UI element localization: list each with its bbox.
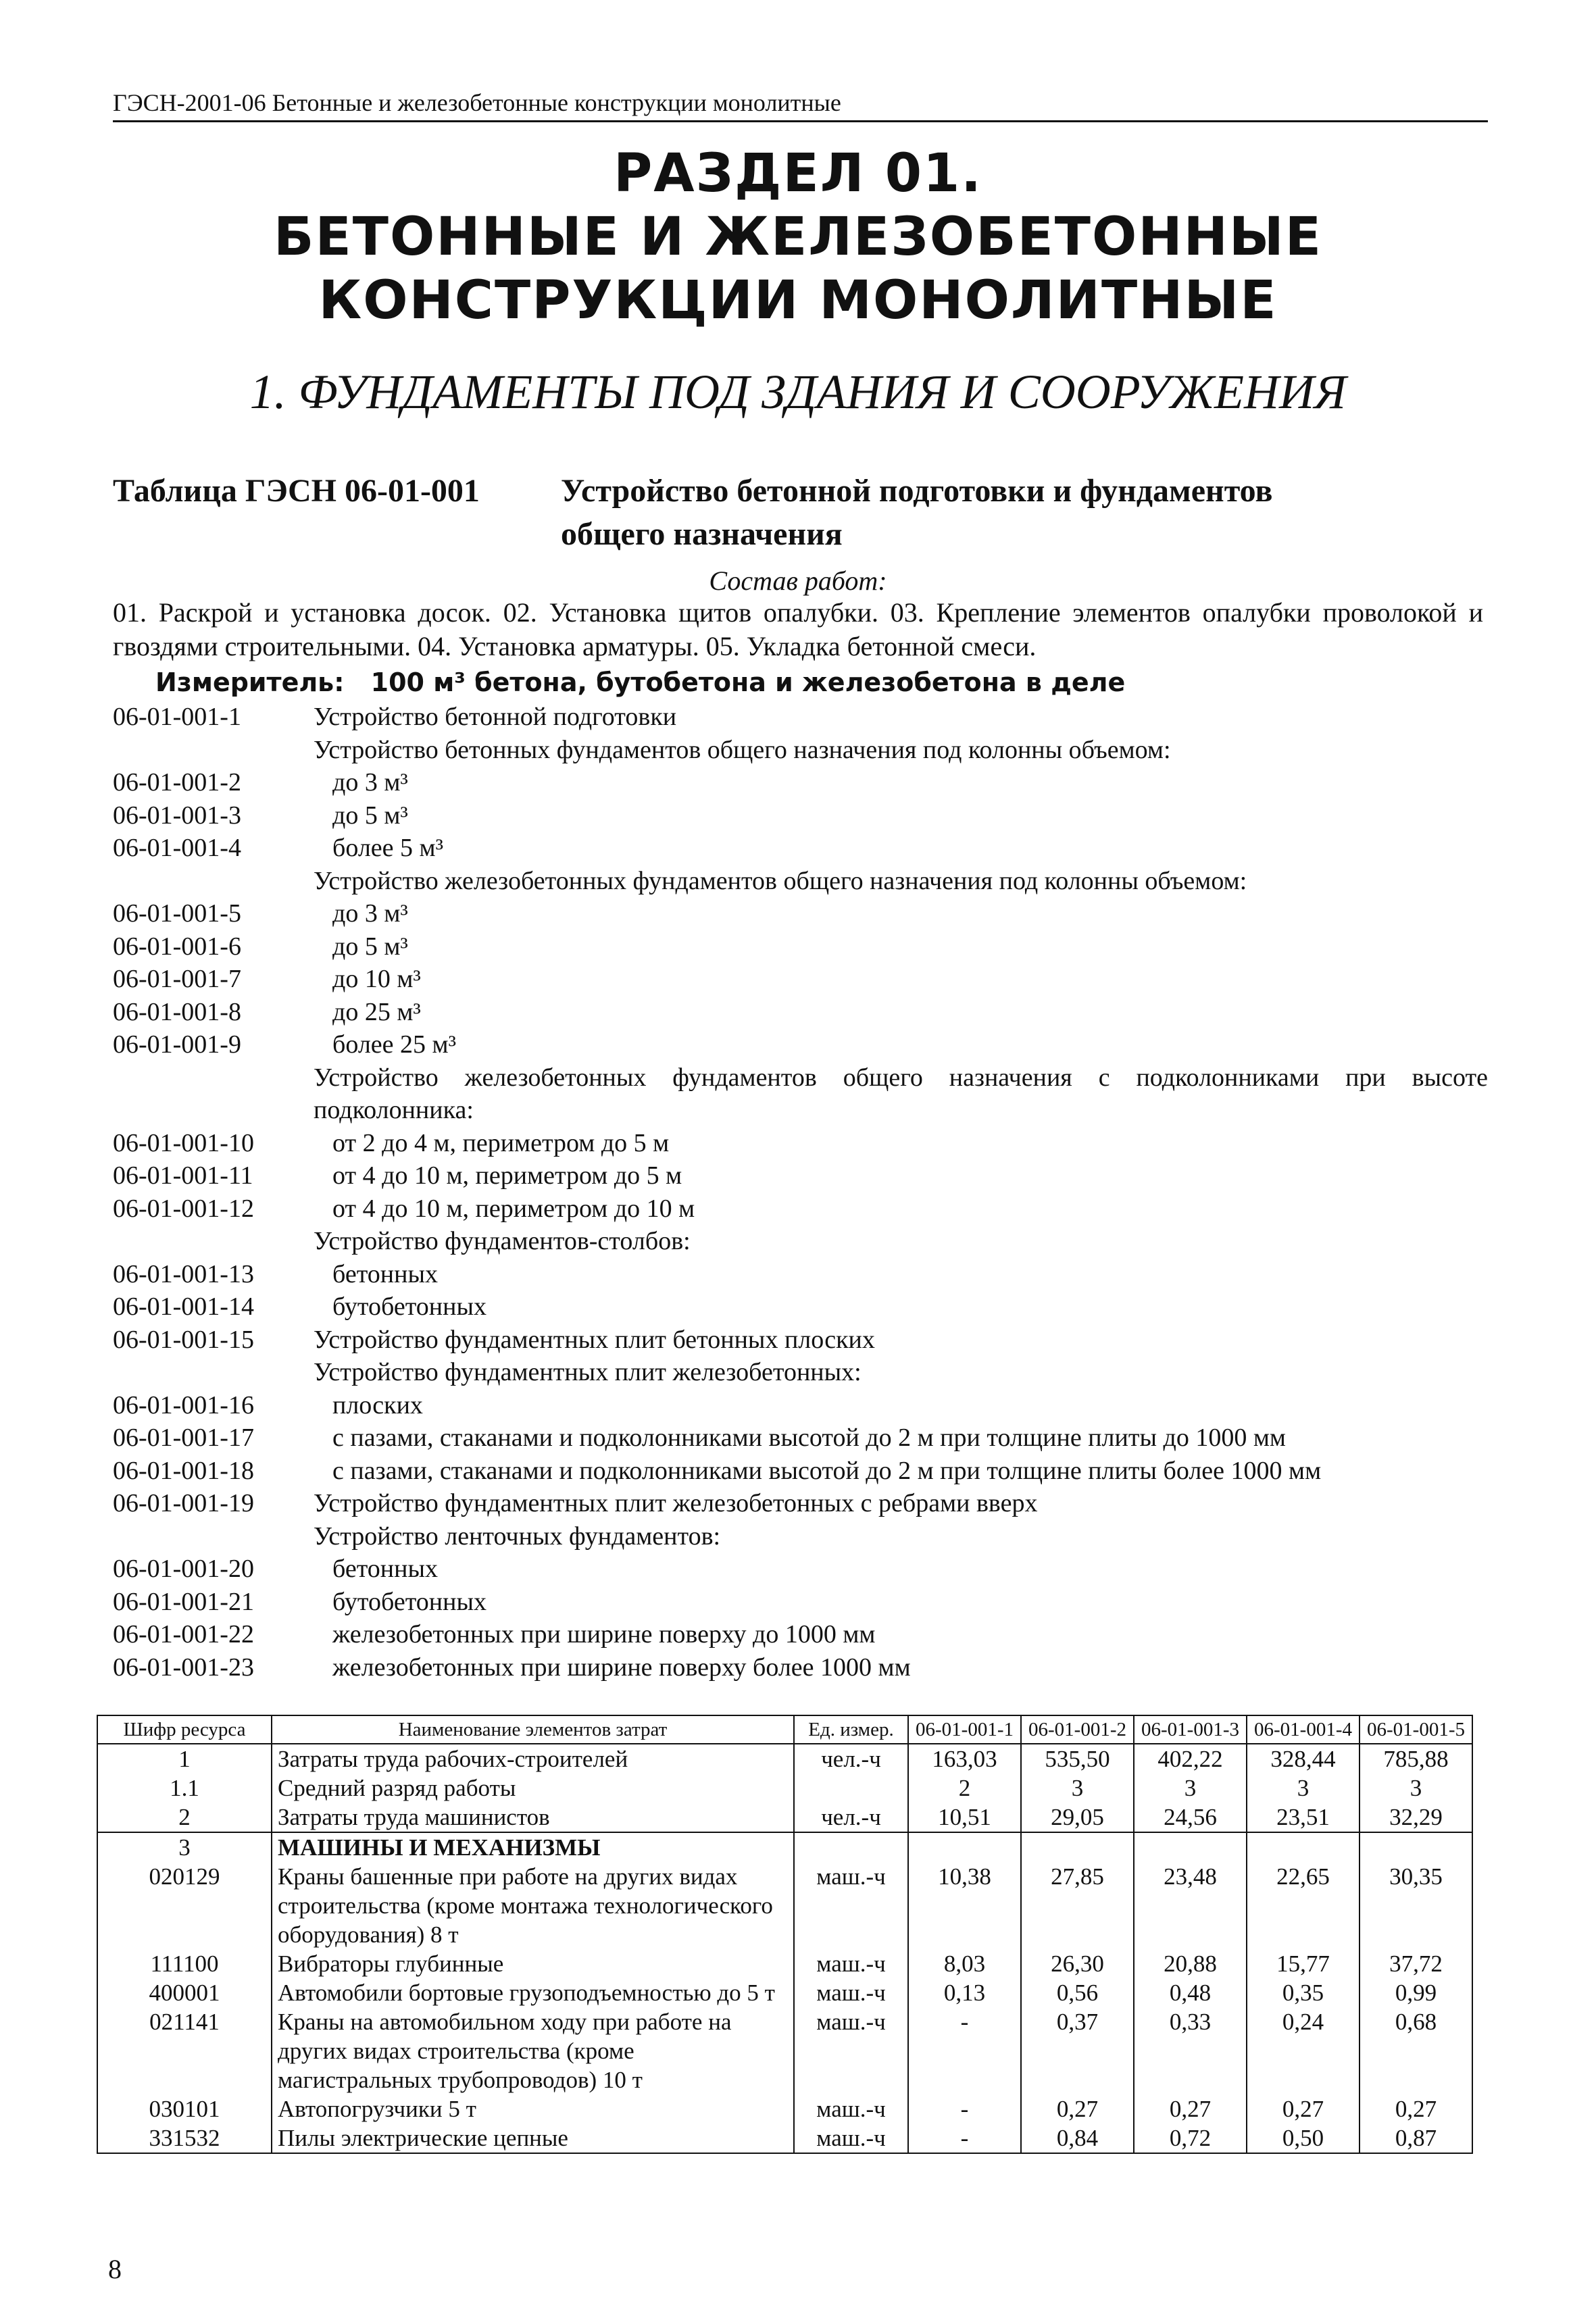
running-header: ГЭСН-2001-06 Бетонные и железобетонные конструкции монолитные xyxy=(113,86,1488,122)
resource-name-cell: Средний разряд работы xyxy=(272,1774,794,1803)
value-cell: 3 xyxy=(1247,1774,1360,1803)
norm-item-row xyxy=(113,1487,1488,1520)
value-cell: 30,35 xyxy=(1360,1862,1472,1949)
works-composition-text: 01. Раскрой и установка досок. 02. Установка щитов опалубки. 03. Крепление элементов опалубки проволокой и гвоздями строительными. 04. Установка арматуры. 05. Укладка бетонной смеси. xyxy=(113,597,1483,661)
norm-item-text: Устройство ленточных фундаментов: xyxy=(314,1521,721,1551)
unit-cell: маш.-ч xyxy=(794,1978,908,2007)
table-row xyxy=(97,1803,1472,1832)
norm-item-text: более 5 м³ xyxy=(332,834,443,862)
works-composition-label: Состав работ: xyxy=(709,565,887,596)
norm-item-text: до 5 м³ xyxy=(332,801,408,830)
resource-name-cell: Затраты труда машинистов xyxy=(272,1803,794,1832)
column-header: 06-01-001-5 xyxy=(1360,1715,1472,1744)
column-header: 06-01-001-1 xyxy=(908,1715,1021,1744)
norm-item-code: 06-01-001-3 xyxy=(113,801,241,830)
value-cell xyxy=(1021,1832,1134,1862)
norm-item-row xyxy=(113,897,1488,930)
value-cell: 20,88 xyxy=(1134,1949,1247,1978)
norm-item-text: более 25 м³ xyxy=(332,1030,456,1059)
norm-item-row xyxy=(113,766,1488,799)
norm-item-row xyxy=(113,1258,1488,1291)
norm-item-text: с пазами, стаканами и подколонниками высотой до 2 м при толщине плиты до 1000 мм xyxy=(332,1424,1286,1452)
value-cell: 3 xyxy=(1021,1774,1134,1803)
table-row xyxy=(97,1949,1472,1978)
value-cell: 0,27 xyxy=(1021,2094,1134,2123)
norm-item-row xyxy=(113,832,1488,865)
value-cell: 10,38 xyxy=(908,1862,1021,1949)
unit-cell xyxy=(794,1774,908,1803)
norm-item-list xyxy=(113,701,1488,1684)
norm-item-text: железобетонных при ширине поверху до 1000 мм xyxy=(332,1620,876,1649)
table-row xyxy=(97,2123,1472,2153)
table-row xyxy=(97,1978,1472,2007)
cost-table xyxy=(97,1715,1473,2154)
resource-code-cell: 111100 xyxy=(97,1949,272,1978)
norm-item-code: 06-01-001-8 xyxy=(113,997,241,1026)
table-row xyxy=(97,1862,1472,1949)
norm-item-row xyxy=(113,799,1488,832)
norm-item-code: 06-01-001-5 xyxy=(113,899,241,928)
value-cell: 0,27 xyxy=(1360,2094,1472,2123)
norm-item-row xyxy=(113,1225,1488,1258)
value-cell: - xyxy=(908,2094,1021,2123)
norm-item-code xyxy=(113,865,314,898)
norm-item-row xyxy=(113,1061,1488,1127)
norm-item-code xyxy=(113,1520,314,1553)
norm-item-row xyxy=(113,701,1488,734)
norm-item-text: с пазами, стаканами и подколонниками высотой до 2 м при толщине плиты более 1000 мм xyxy=(332,1456,1322,1485)
norm-item-code: 06-01-001-20 xyxy=(113,1555,254,1583)
norm-item-row xyxy=(113,734,1488,767)
resource-name-cell: Краны на автомобильном ходу при работе на других видах строительства (кроме магистральных трубопроводов) 10 т xyxy=(272,2007,794,2094)
norm-item-text: до 3 м³ xyxy=(332,768,408,797)
value-cell: 23,51 xyxy=(1247,1803,1360,1832)
table-row xyxy=(97,2094,1472,2123)
norm-item-code: 06-01-001-13 xyxy=(113,1259,254,1288)
value-cell: - xyxy=(908,2007,1021,2094)
value-cell: 8,03 xyxy=(908,1949,1021,1978)
norm-item-row xyxy=(113,1324,1488,1357)
norm-item-code xyxy=(113,1061,314,1127)
norm-item-row xyxy=(113,1127,1488,1160)
norm-item-code: 06-01-001-4 xyxy=(113,834,241,862)
norm-item-code: 06-01-001-2 xyxy=(113,768,241,797)
table-title-line: Устройство бетонной подготовки и фундаментов xyxy=(561,473,1273,509)
value-cell: 0,27 xyxy=(1247,2094,1360,2123)
table-row xyxy=(97,2007,1472,2094)
value-cell: 0,27 xyxy=(1134,2094,1247,2123)
value-cell: 32,29 xyxy=(1360,1803,1472,1832)
norm-item-code: 06-01-001-15 xyxy=(113,1325,254,1354)
table-row xyxy=(97,1744,1472,1774)
value-cell: 0,24 xyxy=(1247,2007,1360,2094)
norm-item-text: Устройство бетонных фундаментов общего назначения под колонны объемом: xyxy=(314,735,1171,764)
norm-item-row xyxy=(113,930,1488,963)
norm-item-row xyxy=(113,1422,1488,1455)
value-cell: 0,13 xyxy=(908,1978,1021,2007)
value-cell: 0,84 xyxy=(1021,2123,1134,2153)
unit-cell: маш.-ч xyxy=(794,1949,908,1978)
table-row xyxy=(97,1774,1472,1803)
value-cell: 23,48 xyxy=(1134,1862,1247,1949)
column-header: 06-01-001-4 xyxy=(1247,1715,1360,1744)
table-title-line: общего назначения xyxy=(561,516,843,552)
norm-item-row xyxy=(113,1389,1488,1422)
norm-item-text: от 2 до 4 м, периметром до 5 м xyxy=(332,1128,670,1157)
value-cell: 328,44 xyxy=(1247,1744,1360,1774)
value-cell: 3 xyxy=(1360,1774,1472,1803)
resource-code-cell: 2 xyxy=(97,1803,272,1832)
table-label: Таблица ГЭСН 06-01-001 xyxy=(113,473,480,509)
norm-item-code: 06-01-001-10 xyxy=(113,1128,254,1157)
value-cell xyxy=(1134,1832,1247,1862)
norm-item-text: от 4 до 10 м, периметром до 10 м xyxy=(332,1194,695,1223)
norm-item-text: бутобетонных xyxy=(332,1587,487,1616)
column-header: Шифр ресурса xyxy=(97,1715,272,1744)
norm-item-row xyxy=(113,1159,1488,1192)
table-row xyxy=(97,1832,1472,1862)
resource-code-cell: 020129 xyxy=(97,1862,272,1949)
norm-item-text: до 10 м³ xyxy=(332,965,421,993)
norm-item-text: бетонных xyxy=(332,1555,439,1583)
unit-cell xyxy=(794,1832,908,1862)
value-cell xyxy=(1247,1832,1360,1862)
norm-item-code: 06-01-001-19 xyxy=(113,1489,254,1517)
unit-cell: маш.-ч xyxy=(794,2123,908,2153)
value-cell: 0,87 xyxy=(1360,2123,1472,2153)
norm-item-code: 06-01-001-7 xyxy=(113,965,241,993)
resource-code-cell: 400001 xyxy=(97,1978,272,2007)
norm-item-row xyxy=(113,1553,1488,1586)
measure-line xyxy=(155,665,1125,699)
norm-item-row xyxy=(113,1356,1488,1389)
resource-name-cell: Краны башенные при работе на других видах строительства (кроме монтажа технологического оборудования) 8 т xyxy=(272,1862,794,1949)
norm-item-code: 06-01-001-11 xyxy=(113,1161,253,1190)
resource-code-cell: 1 xyxy=(97,1744,272,1774)
resource-code-cell: 021141 xyxy=(97,2007,272,2094)
column-header: Ед. измер. xyxy=(794,1715,908,1744)
measure-label: Измеритель: xyxy=(155,668,345,697)
norm-item-text: Устройство бетонной подготовки xyxy=(314,703,677,731)
norm-item-text: Устройство фундаментных плит железобетонных с ребрами вверх xyxy=(314,1489,1038,1517)
value-cell xyxy=(1360,1832,1472,1862)
subsection-title: 1. ФУНДАМЕНТЫ ПОД ЗДАНИЯ И СООРУЖЕНИЯ xyxy=(249,365,1347,419)
value-cell: 26,30 xyxy=(1021,1949,1134,1978)
section-title-line: БЕТОННЫЕ И ЖЕЛЕЗОБЕТОННЫЕ xyxy=(274,207,1322,268)
resource-code-cell: 331532 xyxy=(97,2123,272,2153)
value-cell: 535,50 xyxy=(1021,1744,1134,1774)
value-cell: 402,22 xyxy=(1134,1744,1247,1774)
norm-item-text: Устройство железобетонных фундаментов общего назначения под колонны объемом: xyxy=(314,866,1247,895)
norm-item-code: 06-01-001-1 xyxy=(113,703,241,731)
norm-item-code: 06-01-001-9 xyxy=(113,1030,241,1059)
norm-item-code xyxy=(113,1225,314,1258)
page-number: 8 xyxy=(108,2254,122,2284)
value-cell: 27,85 xyxy=(1021,1862,1134,1949)
value-cell: 0,68 xyxy=(1360,2007,1472,2094)
value-cell: - xyxy=(908,2123,1021,2153)
norm-item-row xyxy=(113,1651,1488,1684)
norm-item-row xyxy=(113,1455,1488,1488)
value-cell: 0,50 xyxy=(1247,2123,1360,2153)
value-cell: 0,37 xyxy=(1021,2007,1134,2094)
column-header: 06-01-001-3 xyxy=(1134,1715,1247,1744)
value-cell: 3 xyxy=(1134,1774,1247,1803)
resource-name-cell: Вибраторы глубинные xyxy=(272,1949,794,1978)
value-cell: 2 xyxy=(908,1774,1021,1803)
value-cell: 37,72 xyxy=(1360,1949,1472,1978)
norm-item-row xyxy=(113,1290,1488,1324)
resource-code-cell: 3 xyxy=(97,1832,272,1862)
value-cell: 0,33 xyxy=(1134,2007,1247,2094)
norm-item-code: 06-01-001-14 xyxy=(113,1292,254,1321)
norm-item-text: от 4 до 10 м, периметром до 5 м xyxy=(332,1161,682,1190)
unit-cell: чел.-ч xyxy=(794,1803,908,1832)
norm-item-row xyxy=(113,865,1488,898)
norm-item-text: до 3 м³ xyxy=(332,899,408,928)
resource-code-cell: 030101 xyxy=(97,2094,272,2123)
norm-item-text: бетонных xyxy=(332,1259,439,1288)
value-cell xyxy=(908,1832,1021,1862)
norm-item-code: 06-01-001-6 xyxy=(113,932,241,961)
norm-item-text: до 5 м³ xyxy=(332,932,408,961)
unit-cell: маш.-ч xyxy=(794,1862,908,1949)
resource-name-cell: Автопогрузчики 5 т xyxy=(272,2094,794,2123)
cost-table-header-row xyxy=(97,1715,1472,1744)
norm-item-text: до 25 м³ xyxy=(332,997,421,1026)
norm-item-text: бутобетонных xyxy=(332,1292,487,1321)
norm-item-row xyxy=(113,1192,1488,1226)
value-cell: 0,99 xyxy=(1360,1978,1472,2007)
table-title xyxy=(561,470,1272,556)
norm-item-code: 06-01-001-17 xyxy=(113,1424,254,1452)
unit-cell: чел.-ч xyxy=(794,1744,908,1774)
section-title-line: КОНСТРУКЦИИ МОНОЛИТНЫЕ xyxy=(318,270,1278,331)
norm-item-text: Устройство фундаментов-столбов: xyxy=(314,1227,691,1255)
resource-code-cell: 1.1 xyxy=(97,1774,272,1803)
norm-item-code: 06-01-001-12 xyxy=(113,1194,254,1223)
value-cell: 163,03 xyxy=(908,1744,1021,1774)
norm-item-text: Устройство железобетонных фундаментов общего назначения с подколонниками при высоте подколонника: xyxy=(314,1063,1488,1124)
norm-item-row xyxy=(113,1618,1488,1651)
value-cell: 24,56 xyxy=(1134,1803,1247,1832)
section-title xyxy=(0,142,1596,332)
norm-item-text: плоских xyxy=(332,1390,423,1419)
value-cell: 0,72 xyxy=(1134,2123,1247,2153)
norm-item-code: 06-01-001-18 xyxy=(113,1456,254,1485)
column-header: 06-01-001-2 xyxy=(1021,1715,1134,1744)
norm-item-code: 06-01-001-22 xyxy=(113,1620,254,1649)
norm-item-row xyxy=(113,996,1488,1029)
value-cell: 0,56 xyxy=(1021,1978,1134,2007)
value-cell: 29,05 xyxy=(1021,1803,1134,1832)
value-cell: 0,35 xyxy=(1247,1978,1360,2007)
norm-item-code xyxy=(113,734,314,767)
resource-name-cell: Затраты труда рабочих-строителей xyxy=(272,1744,794,1774)
norm-item-code: 06-01-001-16 xyxy=(113,1390,254,1419)
norm-item-code xyxy=(113,1356,314,1389)
norm-item-text: Устройство фундаментных плит железобетонных: xyxy=(314,1358,862,1386)
section-title-line: РАЗДЕЛ 01. xyxy=(614,143,982,204)
norm-item-row xyxy=(113,1586,1488,1619)
value-cell: 22,65 xyxy=(1247,1862,1360,1949)
measure-value: 100 м³ бетона, бутобетона и железобетона в деле xyxy=(370,668,1126,697)
resource-name-cell: Пилы электрические цепные xyxy=(272,2123,794,2153)
value-cell: 15,77 xyxy=(1247,1949,1360,1978)
unit-cell: маш.-ч xyxy=(794,2007,908,2094)
value-cell: 10,51 xyxy=(908,1803,1021,1832)
resource-name-cell: МАШИНЫ И МЕХАНИЗМЫ xyxy=(272,1832,794,1862)
value-cell: 0,48 xyxy=(1134,1978,1247,2007)
norm-item-text: Устройство фундаментных плит бетонных плоских xyxy=(314,1325,875,1354)
norm-item-row xyxy=(113,963,1488,996)
column-header: Наименование элементов затрат xyxy=(272,1715,794,1744)
norm-item-text: железобетонных при ширине поверху более 1000 мм xyxy=(332,1653,911,1682)
resource-name-cell: Автомобили бортовые грузоподъемностью до 5 т xyxy=(272,1978,794,2007)
value-cell: 785,88 xyxy=(1360,1744,1472,1774)
norm-item-code: 06-01-001-21 xyxy=(113,1587,254,1616)
norm-item-code: 06-01-001-23 xyxy=(113,1653,254,1682)
norm-item-row xyxy=(113,1028,1488,1061)
norm-item-row xyxy=(113,1520,1488,1553)
unit-cell: маш.-ч xyxy=(794,2094,908,2123)
